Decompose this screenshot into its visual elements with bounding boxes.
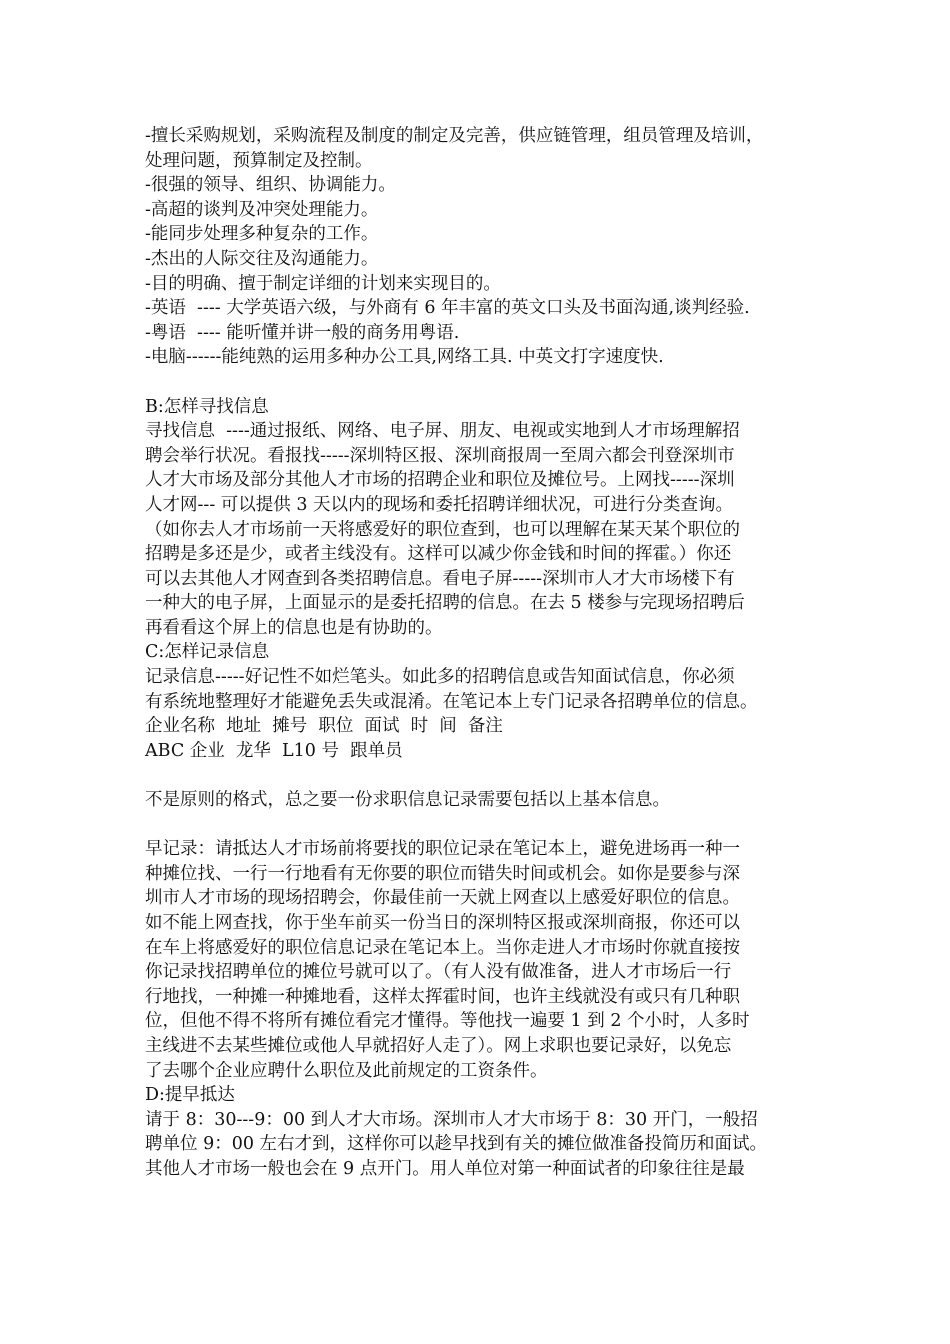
section-d-heading: D:提早抵达	[145, 1085, 235, 1106]
paragraph-line: 记录信息-----好记性不如烂笔头。如此多的招聘信息或告知面试信息，你必须	[145, 667, 735, 688]
paragraph-line: 聘单位 9：00 左右才到，这样你可以趁早找到有关的摊位做准备投简历和面试。	[145, 1134, 768, 1155]
skill-line: -电脑------能纯熟的运用多种办公工具,网络工具. 中英文打字速度快.	[145, 347, 664, 368]
skill-line: -英语 ---- 大学英语六级，与外商有 6 年丰富的英文口头及书面沟通,谈判经验.	[145, 298, 750, 319]
paragraph-line: 人才网--- 可以提供 3 天以内的现场和委托招聘详细状况，可进行分类查询。	[145, 494, 734, 515]
skill-line: -杰出的人际交往及沟通能力。	[145, 248, 379, 269]
skill-line: -目的明确、擅于制定详细的计划来实现目的。	[145, 273, 501, 294]
blank-line	[145, 763, 825, 788]
skill-line: -高超的谈判及冲突处理能力。	[145, 199, 379, 220]
paragraph-line: 主线进不去某些摊位或他人早就招好人走了）。网上求职也要记录好，以免忘	[145, 1035, 732, 1056]
paragraph-line: 在车上将感爱好的职位信息记录在笔记本上。当你走进人才市场时你就直接按	[145, 937, 740, 958]
section-d	[145, 1083, 825, 1181]
skill-line: -粤语 ---- 能听懂并讲一般的商务用粤语.	[145, 322, 460, 343]
paragraph-line: 人才大市场及部分其他人才市场的招聘企业和职位及摊位号。上网找-----深圳	[145, 470, 735, 491]
paragraph-line: 如不能上网查找，你于坐车前买一份当日的深圳特区报或深圳商报，你还可以	[145, 913, 740, 933]
paragraph-line: 圳市人才市场的现场招聘会，你最佳前一天就上网查以上感爱好职位的信息。	[145, 888, 740, 909]
paragraph-line: 种摊位找、一行一行地看有无你要的职位而错失时间或机会。如你是要参与深	[145, 863, 740, 884]
paragraph-line: 行地找，一种摊一种摊地看，这样太挥霍时间，也许主线就没有或只有几种职	[145, 986, 740, 1007]
paragraph-line: 招聘是多还是少，或者主线没有。这样可以减少你金钱和时间的挥霍。）你还	[145, 544, 732, 565]
section-b-heading: B:怎样寻找信息	[145, 396, 269, 417]
record-columns-line: 企业名称 地址 摊号 职位 面试 时 间 备注	[145, 716, 503, 737]
paragraph-line: 聘会举行状况。看报找-----深圳特区报、深圳商报周一至周六都会刊登深圳市	[145, 445, 735, 466]
section-c	[145, 640, 825, 812]
section-early-record	[145, 837, 825, 1083]
paragraph-line: 再看看这个屏上的信息也是有协助的。	[145, 617, 443, 638]
paragraph-line: 可以去其他人才网查到各类招聘信息。看电子屏-----深圳市人才大市场楼下有	[145, 568, 735, 589]
paragraph-line: 有系统地整理好才能避免丢失或混淆。在笔记本上专门记录各招聘单位的信息。	[145, 691, 758, 712]
paragraph-line: 其他人才市场一般也会在 9 点开门。用人单位对第一种面试者的印象往往是最	[145, 1158, 745, 1179]
skill-line: -很强的领导、组织、协调能力。	[145, 175, 396, 196]
blank-line	[145, 813, 825, 838]
paragraph-line: （如你去人才市场前一天将感爱好的职位查到，也可以理解在某天某个职位的	[145, 519, 740, 540]
section-c-heading: C:怎样记录信息	[145, 642, 270, 663]
paragraph-line: 寻找信息 ----通过报纸、网络、电子屏、朋友、电视或实地到人才市场理解招	[145, 421, 740, 442]
section-b	[145, 395, 825, 641]
paragraph-line: 位，但他不得不将所有摊位看完才懂得。等他找一遍要 1 到 2 个小时，人多时	[145, 1011, 750, 1032]
paragraph-line: 一种大的电子屏，上面显示的是委托招聘的信息。在去 5 楼参与完现场招聘后	[145, 593, 745, 614]
record-example-line: ABC 企业 龙华 L10 号 跟单员	[145, 740, 403, 761]
paragraph-line: 早记录：请抵达人才市场前将要找的职位记录在笔记本上，避免进场再一种一	[145, 839, 740, 860]
skill-line: 处理问题，预算制定及控制。	[145, 150, 373, 171]
paragraph-line: 你记录找招聘单位的摊位号就可以了。（有人没有做准备，进人才市场后一行	[145, 962, 732, 983]
record-format-note: 不是原则的格式，总之要一份求职信息记录需要包括以上基本信息。	[145, 790, 670, 811]
paragraph-line: 了去哪个企业应聘什么职位及此前规定的工资条件。	[145, 1060, 548, 1081]
paragraph-line: 请于 8：30---9：00 到人才大市场。深圳市人才大市场于 8：30 开门，一般招	[145, 1109, 758, 1130]
skill-line: -擅长采购规划，采购流程及制度的制定及完善，供应链管理，组员管理及培训，	[145, 126, 764, 146]
blank-line	[145, 370, 825, 395]
skill-line: -能同步处理多种复杂的工作。	[145, 224, 379, 245]
document-page	[145, 124, 825, 1182]
skills-list	[145, 124, 825, 370]
